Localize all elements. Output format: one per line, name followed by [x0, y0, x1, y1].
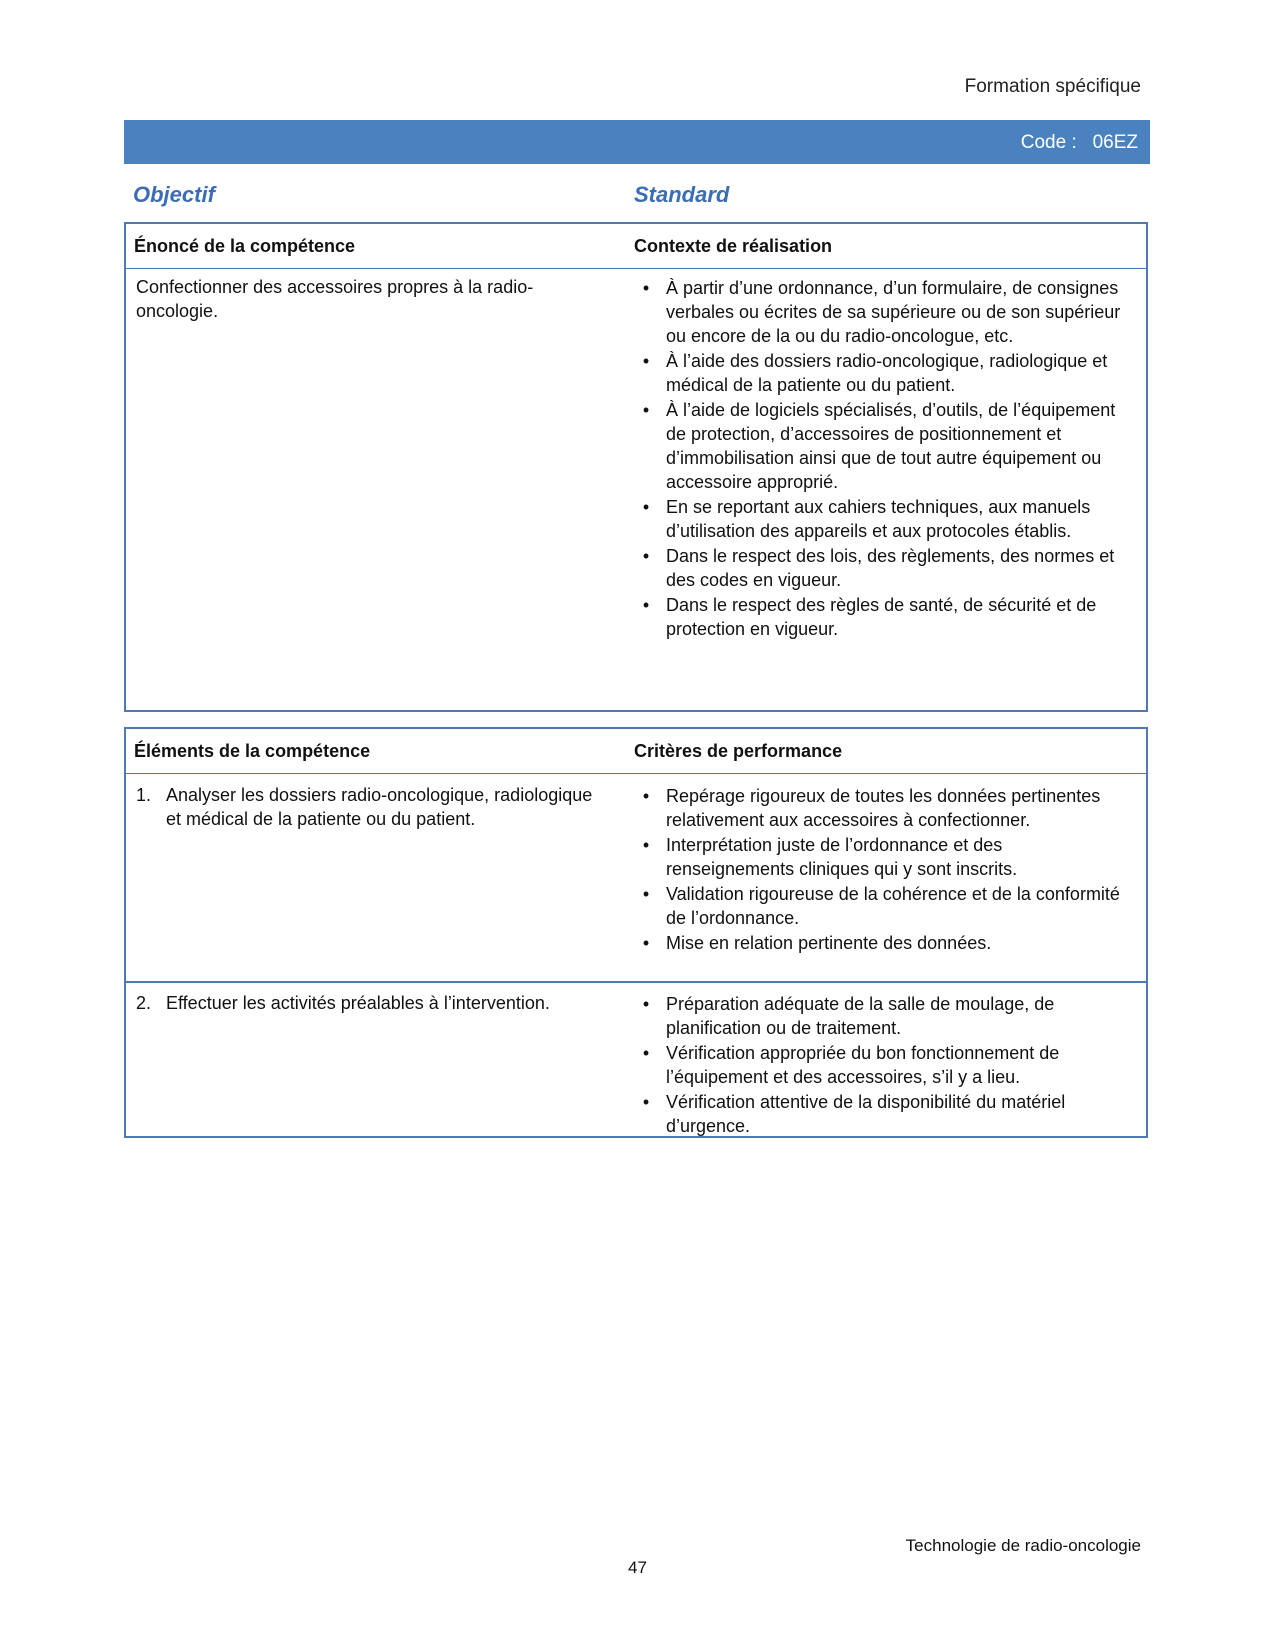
element-item [136, 991, 601, 1015]
footer-program-name: Technologie de radio-oncologie [905, 1536, 1141, 1555]
document-header-title: Formation spécifique [964, 76, 1141, 97]
bullet-icon: • [642, 835, 650, 855]
criterion-item: • Mise en relation pertinente des données. [636, 931, 1124, 955]
element-number: 2. [136, 993, 152, 1013]
context-item: • À l’aide de logiciels spécialisés, d’outils, de l’équipement de protection, d’accessoires de positionnement et d’immobilisation ainsi que de tout autre équipement ou accessoire approprié. [636, 398, 1124, 494]
element-item [136, 783, 601, 831]
bullet-icon: • [642, 595, 650, 615]
bullet-icon: • [642, 1043, 650, 1063]
criterion-item: • Validation rigoureuse de la cohérence et de la conformité de l’ordonnance. [636, 882, 1124, 930]
criteria-list [636, 992, 1124, 1139]
element-text: Effectuer les activités préalables à l’intervention. [166, 993, 550, 1013]
standard-heading: Standard [634, 182, 730, 207]
bullet-icon: • [642, 994, 650, 1014]
elements-header: Éléments de la compétence [134, 741, 371, 761]
criterion-item: • Vérification appropriée du bon fonctionnement de l’équipement et des accessoires, s’il y a lieu. [636, 1041, 1124, 1089]
element-row [126, 981, 1146, 1137]
realization-context-list [636, 276, 1124, 642]
criterion-item: • Vérification attentive de la disponibilité du matériel d’urgence. [636, 1090, 1124, 1138]
criterion-item: • Repérage rigoureux de toutes les données pertinentes relativement aux accessoires à confectionner. [636, 784, 1124, 832]
bullet-icon: • [642, 351, 650, 371]
bullet-icon: • [642, 400, 650, 420]
element-text: Analyser les dossiers radio-oncologique, radiologique et médical de la patiente ou du patient. [166, 785, 593, 829]
competence-table-header [126, 224, 1146, 269]
code-label: Code : [1020, 132, 1077, 153]
bullet-icon: • [642, 933, 650, 953]
element-row [126, 774, 1146, 981]
context-item: • À partir d’une ordonnance, d’un formulaire, de consignes verbales ou écrites de sa supérieure ou de son supérieur ou encore de la ou du radio-oncologue, etc. [636, 276, 1124, 348]
code-value: 06EZ [1092, 132, 1138, 153]
element-number: 1. [136, 785, 152, 805]
criterion-item: • Préparation adéquate de la salle de moulage, de planification ou de traitement. [636, 992, 1124, 1040]
realization-context-header: Contexte de réalisation [634, 236, 833, 256]
context-item: • Dans le respect des règles de santé, de sécurité et de protection en vigueur. [636, 593, 1124, 641]
elements-table [124, 727, 1148, 1138]
competence-statement: Confectionner des accessoires propres à la radio-oncologie. [136, 277, 534, 321]
criteria-list [636, 784, 1124, 956]
bullet-icon: • [642, 884, 650, 904]
context-item: • Dans le respect des lois, des règlements, des normes et des codes en vigueur. [636, 544, 1124, 592]
competence-statement-header: Énoncé de la compétence [134, 236, 356, 256]
criterion-item: • Interprétation juste de l’ordonnance et des renseignements cliniques qui y sont inscrits. [636, 833, 1124, 881]
bullet-icon: • [642, 278, 650, 298]
bullet-icon: • [642, 497, 650, 517]
bullet-icon: • [642, 546, 650, 566]
competency-code [1021, 132, 1138, 154]
page-number: 47 [628, 1558, 647, 1577]
bullet-icon: • [642, 786, 650, 806]
competence-table [124, 222, 1148, 712]
elements-table-header [126, 729, 1146, 774]
bullet-icon: • [642, 1092, 650, 1112]
objective-heading: Objectif [133, 182, 215, 207]
criteria-header: Critères de performance [634, 741, 843, 761]
context-item: • En se reportant aux cahiers techniques, aux manuels d’utilisation des appareils et aux protocoles établis. [636, 495, 1124, 543]
code-bar [124, 120, 1150, 164]
context-item: • À l’aide des dossiers radio-oncologique, radiologique et médical de la patiente ou du patient. [636, 349, 1124, 397]
